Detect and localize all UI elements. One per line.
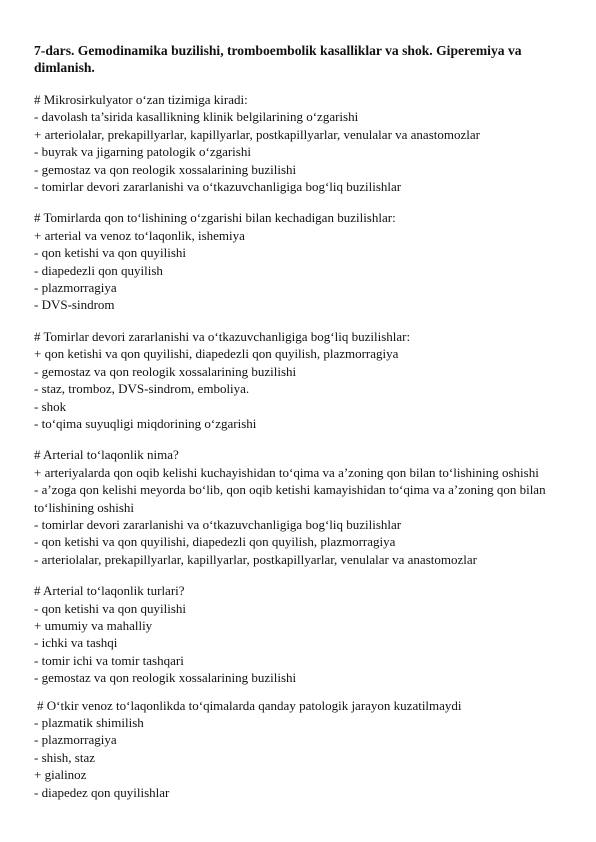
answer-option: - shish, staz bbox=[34, 749, 96, 765]
question-block bbox=[34, 328, 564, 432]
question-block bbox=[34, 582, 564, 686]
document-title: 7-dars. Gemodinamika buzilishi, tromboembolik kasalliklar va shok. Giperemiya va dimlanish. bbox=[34, 43, 522, 75]
answer-option: - plazmatik shimilish bbox=[34, 715, 144, 730]
answer-option: - davolash ta’sirida kasallikning klinik belgilarining o‘zgarishi bbox=[34, 109, 359, 125]
question-text: # Arterial to‘laqonlik nima? bbox=[34, 447, 179, 463]
question-text: # Arterial to‘laqonlik turlari? bbox=[34, 583, 185, 599]
answer-option: - tomirlar devori zararlanishi va o‘tkazuvchanligiga bog‘liq buzilishlar bbox=[34, 516, 402, 532]
question-block bbox=[34, 697, 564, 801]
question-text: # Mikrosirkulyator o‘zan tizimiga kiradi: bbox=[34, 92, 248, 107]
document-page bbox=[34, 42, 564, 815]
answer-option: - arteriolalar, prekapillyarlar, kapillyarlar, postkapillyarlar, venulalar va anastomozlar bbox=[34, 551, 477, 567]
answer-option: - qon ketishi va qon quyilishi bbox=[34, 600, 187, 616]
question-block bbox=[34, 91, 564, 195]
answer-option: - to‘qima suyuqligi miqdorining o‘zgarishi bbox=[34, 415, 257, 431]
answer-option: - gemostaz va qon reologik xossalarining buzilishi bbox=[34, 363, 297, 379]
answer-option: - plazmorragiya bbox=[34, 732, 117, 748]
question-text: # O‘tkir venoz to‘laqonlikda to‘qimalarda qanday patologik jarayon kuzatilmaydi bbox=[37, 697, 462, 713]
answer-option: - buyrak va jigarning patologik o‘zgarishi bbox=[34, 144, 251, 160]
answer-option-correct: + arterial va venoz to‘laqonlik, ishemiya bbox=[34, 227, 245, 243]
question-block bbox=[34, 446, 564, 568]
answer-option-correct: + qon ketishi va qon quyilishi, diapedezli qon quyilish, plazmorragiya bbox=[34, 346, 399, 362]
answer-option: - ichki va tashqi bbox=[34, 635, 118, 651]
answer-option: - plazmorragiya bbox=[34, 280, 117, 296]
answer-option: - qon ketishi va qon quyilishi bbox=[34, 245, 187, 261]
answer-option: - gemostaz va qon reologik xossalarining buzilishi bbox=[34, 670, 297, 686]
answer-option-correct: + gialinoz bbox=[34, 767, 87, 783]
answer-option: - a’zoga qon kelishi meyorda bo‘lib, qon oqib ketishi kamayishidan to‘qima va a’zoning qon bilan to‘lishining oshishi bbox=[34, 482, 546, 515]
answer-option-correct: + arteriyalarda qon oqib kelishi kuchayishidan to‘qima va a’zoning qon bilan to‘lishining oshishi bbox=[34, 464, 539, 480]
answer-option: - DVS-sindrom bbox=[34, 297, 115, 313]
question-block bbox=[34, 209, 564, 313]
answer-option: - diapedezli qon quyilish bbox=[34, 262, 163, 278]
answer-option: - tomir ichi va tomir tashqari bbox=[34, 652, 184, 668]
question-text: # Tomirlarda qon to‘lishining o‘zgarishi bilan kechadigan buzilishlar: bbox=[34, 210, 396, 226]
answer-option: - gemostaz va qon reologik xossalarining buzilishi bbox=[34, 161, 297, 177]
answer-option-correct: + arteriolalar, prekapillyarlar, kapillyarlar, postkapillyarlar, venulalar va anastomozlar bbox=[34, 126, 480, 142]
answer-option-correct: + umumiy va mahalliy bbox=[34, 617, 153, 633]
answer-option: - diapedez qon quyilishlar bbox=[34, 784, 170, 800]
answer-option: - qon ketishi va qon quyilishi, diapedezli qon quyilish, plazmorragiya bbox=[34, 534, 396, 550]
answer-option: - staz, tromboz, DVS-sindrom, emboliya. bbox=[34, 381, 250, 397]
answer-option: - tomirlar devori zararlanishi va o‘tkazuvchanligiga bog‘liq buzilishlar bbox=[34, 179, 402, 195]
answer-option: - shok bbox=[34, 398, 67, 414]
question-text: # Tomirlar devori zararlanishi va o‘tkazuvchanligiga bog‘liq buzilishlar: bbox=[34, 328, 411, 344]
